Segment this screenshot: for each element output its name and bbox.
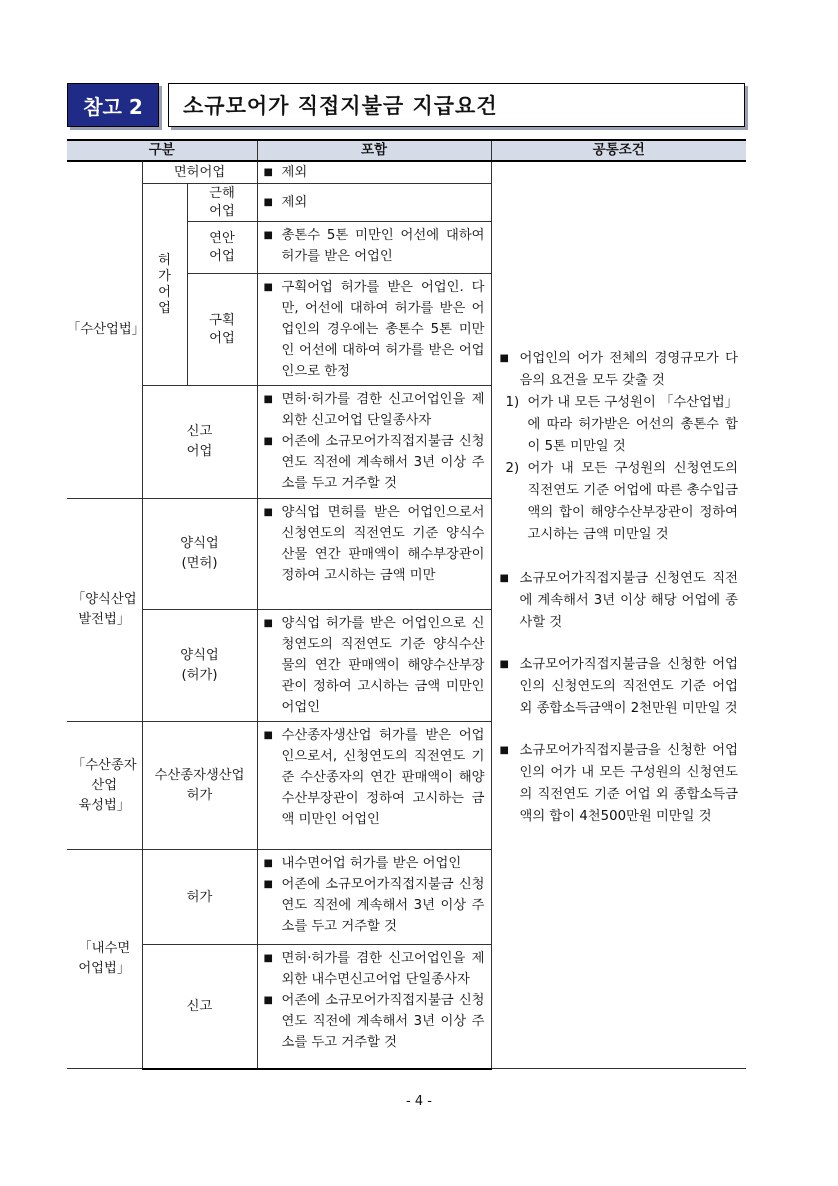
row-text-license-fishery: ■ 제외 <box>257 161 491 184</box>
bullet-icon: ■ <box>499 745 509 756</box>
common-condition-1: 어업인의 어가 전체의 경영규모가 다음의 요건을 모두 갖출 것 <box>519 351 739 388</box>
row-label-zoned: 구획 어업 <box>187 274 257 386</box>
bullet-icon: ■ <box>263 507 273 518</box>
row-text-report-fishery: ■ 면허·허가를 겸한 신고어업인을 제외한 신고어업 단일종사자 ■ 어존에 소규모어가직접지불금 신청연도 직전에 계속해서 3년 이상 주소를 두고 거주할 것 <box>257 386 491 499</box>
row-text-inland-report: ■ 면허·허가를 겸한 신고어업인을 제외한 내수면신고어업 단일종사자 ■ 어존에 소규모어가직접지불금 신청연도 직전에 계속해서 3년 이상 주소를 두고 거주할 것 <box>257 945 491 1069</box>
header-include: 포함 <box>257 140 491 161</box>
page-title: 소규모어가 직접지불금 지급요건 <box>168 83 745 127</box>
row-label-inland-report: 신고 <box>142 945 257 1069</box>
bullet-icon: ■ <box>263 230 273 241</box>
law-aquaculture-act: 「양식산업 발전법」 <box>67 499 142 722</box>
row-label-aquaculture-license: 양식업 (면허) <box>142 499 257 610</box>
bullet-icon: ■ <box>263 167 273 178</box>
law-fisheries-act: 「수산업법」 <box>67 161 142 499</box>
row-label-offshore: 근해 어업 <box>187 184 257 222</box>
row-text-zoned: ■ 구획어업 허가를 받은 어업인. 다만, 어선에 대하여 허가를 받은 어업인의 경우에는 총톤수 5톤 미만인 어선에 대하여 허가를 받은 어업인으로 한정 <box>257 274 491 386</box>
bullet-icon: ■ <box>263 730 273 741</box>
law-seed-industry-act: 「수산종자 산업 육성법」 <box>67 722 142 850</box>
row-label-aquaculture-permit: 양식업 (허가) <box>142 610 257 722</box>
bullet-icon: ■ <box>263 995 273 1006</box>
row-label-license-fishery: 면허어업 <box>142 161 257 184</box>
common-condition-1-1: 어가 내 모든 구성원이 「수산업법」에 따라 허가받은 어선의 총톤수 합이 5톤 미만일 것 <box>527 395 739 454</box>
bullet-icon: ■ <box>263 197 273 208</box>
row-text-inland-permit: ■ 내수면어업 허가를 받은 어업인 ■ 어존에 소규모어가직접지불금 신청연도 직전에 계속해서 3년 이상 주소를 두고 거주할 것 <box>257 850 491 945</box>
bullet-icon: ■ <box>263 858 273 869</box>
header-category: 구분 <box>67 140 257 161</box>
row-text-seed-production: ■ 수산종자생산업 허가를 받은 어업인으로서, 신청연도의 직전연도 기준 수산종자의 연간 판매액이 해양수산부장관이 정하여 고시하는 금액 미만인 어업인 <box>257 722 491 850</box>
common-conditions: ■ 어업인의 어가 전체의 경영규모가 다음의 요건을 모두 갖출 것 1) 어가 내 모든 구성원이 「수산업법」에 따라 허가받은 어선의 총톤수 합이 5톤 미만일 것 2) 어가 내 모든 구성원의 신청연도의 직전연도 기준 어업에 따른 총수입금액의 합이 해양수산부장관이 정하여 고시하는 금액 미만일 것 ■ 소규모어가직접지불금 신청연도 직전에 계속해서 3년 이상 해당 어업에 종사할 것 ■ 소규모어가직접지불금을 신청한 어업인의 신청연도의 직전연도 기준 어업 외 종합소득금액이 2천만원 미만일 것 ■ 소규모어가직접지불금을 신청한 어업인의 어가 내 모든 구성원의 신청연도의 직전연도 기준 어업 외 종합소득금액의 합이 4천500만원 미만일 것 <box>491 161 746 1069</box>
page-number: - 4 - <box>406 1094 432 1109</box>
row-label-coastal: 연안 어업 <box>187 222 257 274</box>
bullet-icon: ■ <box>263 953 273 964</box>
bullet-icon: ■ <box>263 394 273 405</box>
table-header-row <box>67 140 746 161</box>
row-text-coastal: ■ 총톤수 5톤 미만인 어선에 대하여 허가를 받은 어업인 <box>257 222 491 274</box>
bullet-icon: ■ <box>263 282 273 293</box>
common-condition-3: 소규모어가직접지불금을 신청한 어업인의 신청연도의 직전연도 기준 어업 외 종합소득금액이 2천만원 미만일 것 <box>519 657 739 716</box>
requirements-table <box>67 139 746 1070</box>
row-text-aquaculture-license: ■ 양식업 면허를 받은 어업인으로서 신청연도의 직전연도 기준 양식수산물 연간 판매액이 해수부장관이 정하여 고시하는 금액 미만 <box>257 499 491 610</box>
row-text-aquaculture-permit: ■ 양식업 허가를 받은 어업인으로 신청연도의 직전연도 기준 양식수산물의 연간 판매액이 해양수산부장관이 정하여 고시하는 금액 미만인 어업인 <box>257 610 491 722</box>
bullet-icon: ■ <box>499 659 509 670</box>
row-text-offshore: ■ 제외 <box>257 184 491 222</box>
bullet-icon: ■ <box>263 618 273 629</box>
law-inland-fishery-act: 「내수면 어업법」 <box>67 850 142 1069</box>
reference-label: 참고 2 <box>67 83 159 127</box>
permit-fishery-group: 허 가 어 업 <box>142 184 187 386</box>
row-label-inland-permit: 허가 <box>142 850 257 945</box>
common-condition-2: 소규모어가직접지불금 신청연도 직전에 계속해서 3년 이상 해당 어업에 종사할 것 <box>519 571 739 630</box>
bullet-icon: ■ <box>499 573 509 584</box>
title-box <box>67 83 745 127</box>
table-row <box>67 161 746 184</box>
bullet-icon: ■ <box>499 353 509 364</box>
bullet-icon: ■ <box>263 879 273 890</box>
row-label-seed-production: 수산종자생산업 허가 <box>142 722 257 850</box>
header-common: 공통조건 <box>491 140 746 161</box>
common-condition-1-2: 어가 내 모든 구성원의 신청연도의 직전연도 기준 어업에 따른 총수입금액의 합이 해양수산부장관이 정하여 고시하는 금액 미만일 것 <box>527 461 739 542</box>
common-condition-4: 소규모어가직접지불금을 신청한 어업인의 어가 내 모든 구성원의 신청연도의 직전연도 기준 어업 외 종합소득금액의 합이 4천500만원 미만일 것 <box>519 743 739 824</box>
bullet-icon: ■ <box>263 436 273 447</box>
row-label-report-fishery: 신고 어업 <box>142 386 257 499</box>
